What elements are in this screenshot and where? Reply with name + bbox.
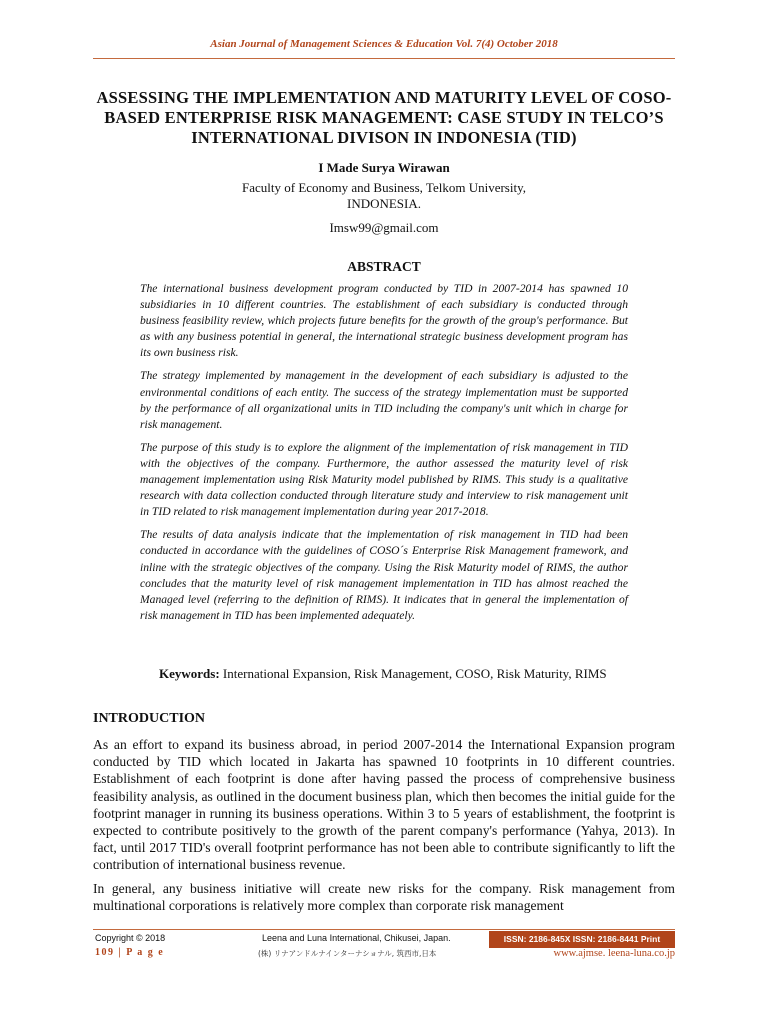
body-paragraph: As an effort to expand its business abroad, in period 2007-2014 the International Expansion program conducted by TID which located in Jakarta has spawned 10 footprints in 10 different countries. Establishment of each footprint is done after having passed the process of comprehensive business feasibility analysis, as outlined in the document business plan, which then becomes the initial guide for the footprint manager in running its business operations. Within 3 to 5 years of establishment, the footprint is expected to contribute positively to the growth of the parent company's performance (Yahya, 2013). In fact, until 2017 TID's overall footprint performance has not been able to contribute significantly to lift the contribution of international business revenue. bbox=[93, 737, 675, 873]
header-divider bbox=[93, 58, 675, 59]
abstract-paragraph: The international business development program conducted by TID in 2007-2014 has spawned 10 subsidiaries in 10 different countries. The establishment of each subsidiary is conducted through business feasibility review, which projects future benefits for the growth of the group's performance. But as with any business potential in general, the international strategic business development program has its own business risk. bbox=[140, 282, 628, 360]
publisher-name: Leena and Luna International, Chikusei, Japan. bbox=[262, 933, 451, 943]
body-paragraph: In general, any business initiative will create new risks for the company. Risk management from multinational corporations is relatively more complex than corporate risk management bbox=[93, 880, 675, 913]
abstract-paragraph: The purpose of this study is to explore the alignment of the implementation of risk management in TID with the objectives of the company. Furthermore, the author assessed the maturity level of risk management implementation using Risk Maturity model published by RIMS. This study is a qualitative research with data collection conducted through literature study and interview to risk management unit in TID related to risk management implementation during year 2017-2018. bbox=[140, 440, 628, 519]
keywords-list: International Expansion, Risk Management, COSO, Risk Maturity, RIMS bbox=[219, 666, 607, 681]
paper-title: ASSESSING THE IMPLEMENTATION AND MATURITY LEVEL OF COSO-BASED ENTERPRISE RISK MANAGEMENT: CASE STUDY IN TELCO’S INTERNATIONAL DIVISON IN INDONESIA (TID) bbox=[96, 88, 672, 147]
publisher-name-japanese: (株) リナアンドルナインターナショナル, 筑西市,日本 bbox=[258, 949, 437, 958]
issn-badge: ISSN: 2186-845X ISSN: 2186-8441 Print bbox=[489, 931, 675, 948]
page-number: 109 | P a g e bbox=[95, 947, 165, 958]
author-name: I Made Surya Wirawan bbox=[318, 160, 450, 175]
copyright-notice: Copyright © 2018 bbox=[95, 933, 166, 943]
introduction-body bbox=[93, 736, 675, 920]
abstract-paragraph: The results of data analysis indicate that the implementation of risk management in TID had been conducted in accordance with the guidelines of COSO´s Enterprise Risk Management framework, and inline with the strategic objectives of the company. Using the Risk Maturity model of RIMS, the author concludes that the maturity level of risk management implementation in TID has almost reached the Managed level (referring to the definition of RIMS). It indicates that in general the implementation of risk management in TID has been implemented adequately. bbox=[140, 528, 628, 622]
abstract-body bbox=[140, 281, 628, 631]
footer-divider bbox=[93, 929, 675, 930]
keywords-label: Keywords: bbox=[159, 666, 220, 681]
journal-header: Asian Journal of Management Sciences & Education Vol. 7(4) October 2018 bbox=[210, 38, 558, 50]
author-affiliation: Faculty of Economy and Business, Telkom University, INDONESIA. bbox=[242, 180, 526, 211]
author-email: Imsw99@gmail.com bbox=[329, 220, 439, 235]
journal-website-link[interactable]: www.ajmse. leena-luna.co.jp bbox=[553, 948, 675, 959]
abstract-heading: ABSTRACT bbox=[347, 259, 421, 274]
introduction-heading: INTRODUCTION bbox=[93, 711, 206, 726]
abstract-paragraph: The strategy implemented by management in the development of each subsidiary is adjusted to the environmental conditions of each entity. The success of the strategy implementation must be supported by the performance of all organizational units in TID including the company's unit which in charge for risk management. bbox=[140, 369, 628, 431]
keywords bbox=[159, 666, 629, 682]
